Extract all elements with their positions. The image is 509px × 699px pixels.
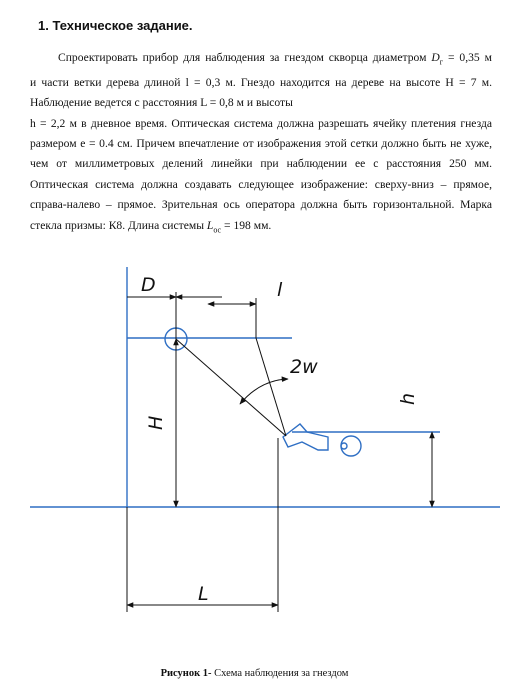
math-variable: $D_г$ — [431, 51, 444, 67]
label-D: D — [141, 274, 156, 296]
eye-pupil — [341, 443, 347, 449]
observation-diagram — [0, 255, 509, 660]
angle-arc — [240, 379, 288, 404]
math-variable: $L_{ос}$ — [206, 218, 222, 234]
caption-text: Схема наблюдения за гнездом — [211, 668, 349, 679]
section-heading: 1. Техническое задание. — [38, 18, 193, 33]
paragraph-line: h = 2,2 м в дневное время. Оптическая система должна разрешать ячейку плетения гнезда — [30, 116, 492, 130]
paragraph-line: Спроектировать прибор для наблюдения за гнездом скворца диаметром $D_г = 0,35$ м — [58, 51, 492, 67]
paragraph-line: размером e = 0.4 см. Причем впечатление от изображения этой сетки должно быть не хуже, — [30, 136, 492, 150]
label-2w: 2w — [290, 356, 318, 378]
paragraph-line: чем от миллиметровых делений линейки при наблюдении ее с расстояния 250 мм. — [30, 157, 492, 171]
paragraph-line: справа-налево – прямое. Зрительная ось оператора должна быть горизонтальной. Марка — [30, 198, 492, 212]
figure-caption — [0, 668, 509, 679]
paragraph-line: и части ветки дерева длиной l = 0,3 м. Гнездо находится на дереве на высоте H = 7 м. — [30, 75, 492, 89]
label-H: H — [145, 415, 167, 430]
sight-ray-left — [176, 339, 286, 436]
paragraph-line: стекла призмы: К8. Длина системы $L_{ос} = 198$ мм. — [30, 218, 272, 234]
label-l: l — [277, 279, 283, 301]
paragraph-line: Оптическая система должна создавать следующее изображение: сверху-вниз – прямое, — [30, 177, 492, 191]
eye-circle — [341, 436, 361, 456]
periscope-outline — [283, 424, 328, 450]
caption-bold: Рисунок 1- — [160, 668, 212, 679]
task-paragraph — [30, 48, 492, 240]
label-L: L — [198, 583, 209, 605]
label-h: h — [397, 392, 419, 405]
paragraph-line: Наблюдение ведется с расстояния L = 0,8 м и высоты — [30, 96, 293, 110]
